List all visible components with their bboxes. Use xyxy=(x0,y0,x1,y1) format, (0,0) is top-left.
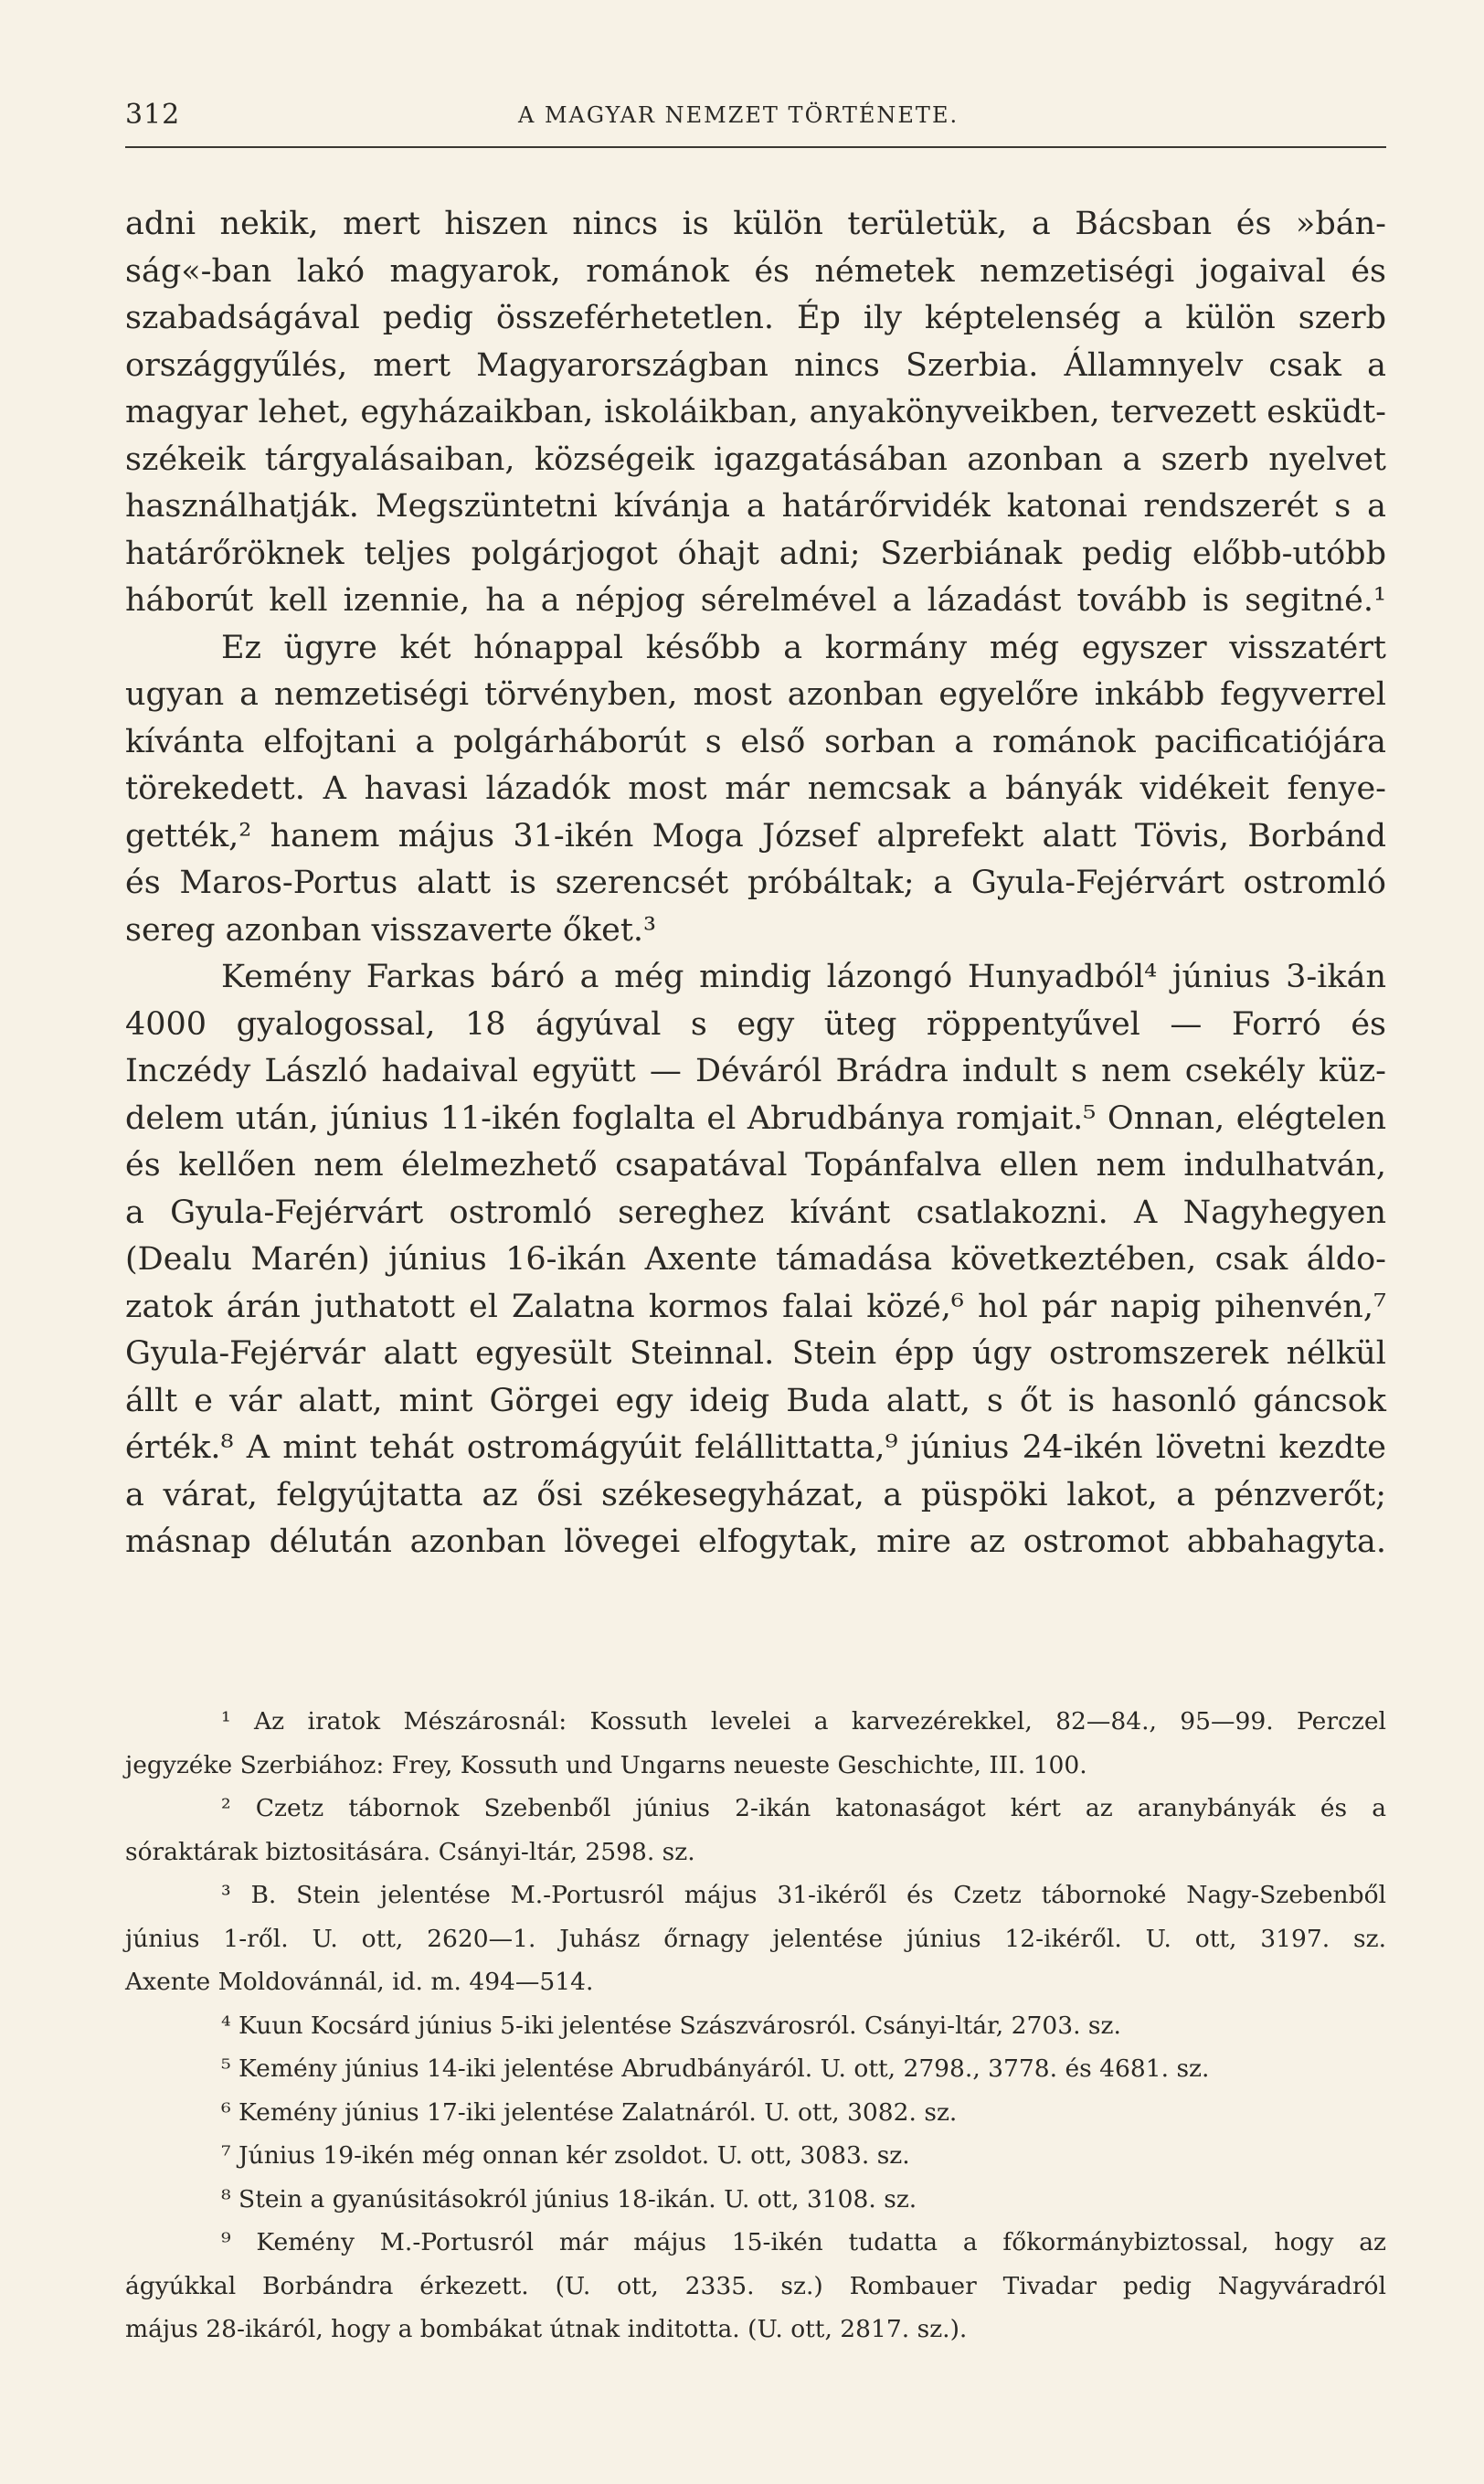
text-line: ság«-ban lakó magyarok, románok és németek nemzetiségi jogaival és xyxy=(125,252,1386,290)
text-line: és Maros-Portus alatt is szerencsét próbáltak; a Gyula-Fejérvárt ostromló xyxy=(125,865,1386,901)
text-line: (Dealu Marén) június 16-ikán Axente támadása következtében, csak áldo- xyxy=(125,1241,1386,1278)
text-line: szabadságával pedig összeférhetetlen. Ép ily képtelenség a külön szerb xyxy=(125,300,1386,336)
running-header xyxy=(125,91,1386,148)
footnote-line: ⁶ Kemény június 17-iki jelentése Zalatnáról. U. ott, 3082. sz. xyxy=(221,2097,958,2127)
text-line: 4000 gyalogossal, 18 ágyúval s egy üteg röppentyűvel — Forró és xyxy=(125,1005,1386,1043)
text-line: Gyula-Fejérvár alatt egyesült Steinnal. Stein épp úgy ostromszerek nélkül xyxy=(125,1335,1386,1372)
text-line: Kemény Farkas báró a még mindig lázongó Hunyadból⁴ június 3-ikán xyxy=(221,959,1386,995)
text-line: zatok árán juthatott el Zalatna kormos falai közé,⁶ hol pár napig pihenvén,⁷ xyxy=(125,1288,1386,1325)
text-line: országgyűlés, mert Magyarországban nincs Szerbia. Államnyelv csak a xyxy=(125,346,1386,384)
text-line: és kellően nem élelmezhető csapatával Topánfalva ellen nem indulhatván, xyxy=(125,1147,1386,1184)
text-line: törekedett. A havasi lázadók most már nemcsak a bányák vidékeit fenye- xyxy=(125,770,1386,807)
text-line: gették,² hanem május 31-ikén Moga József alprefekt alatt Tövis, Borbánd xyxy=(125,817,1386,855)
footnote-line: június 1-ről. U. ott, 2620—1. Juhász őrnagy jelentése június 12-ikéről. U. ott, 3197. sz. xyxy=(125,1924,1386,1953)
text-line: sereg azonban visszaverte őket.³ xyxy=(125,911,657,949)
text-line: székeik tárgyalásaiban, községeik igazgatásában azonban a szerb nyelvet xyxy=(125,441,1386,478)
text-line: Inczédy László hadaival együtt — Déváról Brádra indult s nem csekély küz- xyxy=(125,1053,1386,1089)
text-line: határőröknek teljes polgárjogot óhajt adni; Szerbiának pedig előbb-utóbb xyxy=(125,535,1386,572)
footnote-line: jegyzéke Szerbiához: Frey, Kossuth und Ungarns neueste Geschichte, III. 100. xyxy=(125,1750,1087,1779)
text-line: használhatják. Megszüntetni kívánja a határőrvidék katonai rendszerét s a xyxy=(125,488,1386,525)
text-line: állt e vár alatt, mint Görgei egy ideig Buda alatt, s őt is hasonló gáncsok xyxy=(125,1382,1386,1419)
footnote-line: ⁵ Kemény június 14-iki jelentése Abrudbányáról. U. ott, 2798., 3778. és 4681. sz. xyxy=(221,2054,1210,2083)
footnote-line: ³ B. Stein jelentése M.-Portusról május 31-ikéről és Czetz tábornoké Nagy-Szebenből xyxy=(221,1881,1386,1909)
footnote-line: ⁹ Kemény M.-Portusról már május 15-ikén tudatta a főkormánybiztossal, hogy az xyxy=(221,2228,1386,2256)
text-line: kívánta elfojtani a polgárháborút s első sorban a románok pacificatiójára xyxy=(125,723,1386,760)
running-title: A MAGYAR NEMZET TÖRTÉNETE. xyxy=(518,102,959,128)
page-number: 312 xyxy=(125,99,181,131)
footnotes xyxy=(125,1700,1386,2351)
footnote-line: ⁸ Stein a gyanúsitásokról június 18-ikán. U. ott, 3108. sz. xyxy=(221,2184,917,2213)
main-text xyxy=(125,201,1386,1566)
text-line: háborút kell izennie, ha a népjog sérelmével a lázadást tovább is segitné.¹ xyxy=(125,582,1386,619)
text-line: ugyan a nemzetiségi törvényben, most azonban egyelőre inkább fegyverrel xyxy=(125,676,1386,713)
text-line: Ez ügyre két hónappal később a kormány még egyszer visszatért xyxy=(221,629,1386,666)
footnote-line: Axente Moldovánnál, id. m. 494—514. xyxy=(125,1968,594,1996)
text-line: magyar lehet, egyházaikban, iskoláikban, anyakönyveikben, tervezett esküdt- xyxy=(125,394,1386,430)
footnote-line: ágyúkkal Borbándra érkezett. (U. ott, 2335. sz.) Rombauer Tivadar pedig Nagyváradról xyxy=(125,2271,1386,2300)
text-line: a Gyula-Fejérvárt ostromló sereghez kívánt csatlakozni. A Nagyhegyen xyxy=(125,1194,1386,1231)
footnote-line: sóraktárak biztositására. Csányi-ltár, 2598. sz. xyxy=(125,1837,695,1866)
footnote-line: ¹ Az iratok Mészárosnál: Kossuth levelei a karvezérekkel, 82—84., 95—99. Perczel xyxy=(221,1707,1386,1736)
text-line: adni nekik, mert hiszen nincs is külön területük, a Bácsban és »bán- xyxy=(125,206,1386,242)
text-line: delem után, június 11-ikén foglalta el Abrudbánya romjait.⁵ Onnan, elégtelen xyxy=(125,1099,1386,1137)
text-line: a várat, felgyújtatta az ősi székesegyházat, a püspöki lakot, a pénzverőt; xyxy=(125,1476,1386,1513)
text-line: másnap délután azonban lövegei elfogytak, mire az ostromot abbahagyta. xyxy=(125,1523,1386,1560)
footnote-line: ⁷ Június 19-ikén még onnan kér zsoldot. U. ott, 3083. sz. xyxy=(221,2141,910,2170)
footnote-line: ⁴ Kuun Kocsárd június 5-iki jelentése Szászvárosról. Csányi-ltár, 2703. sz. xyxy=(221,2011,1121,2040)
footnote-line: május 28-ikáról, hogy a bombákat útnak inditotta. (U. ott, 2817. sz.). xyxy=(125,2315,968,2343)
footnote-line: ² Czetz tábornok Szebenből június 2-ikán katonaságot kért az aranybányák és a xyxy=(221,1794,1386,1822)
text-line: érték.⁸ A mint tehát ostromágyúit felállittatta,⁹ június 24-ikén lövetni kezdte xyxy=(125,1429,1386,1466)
